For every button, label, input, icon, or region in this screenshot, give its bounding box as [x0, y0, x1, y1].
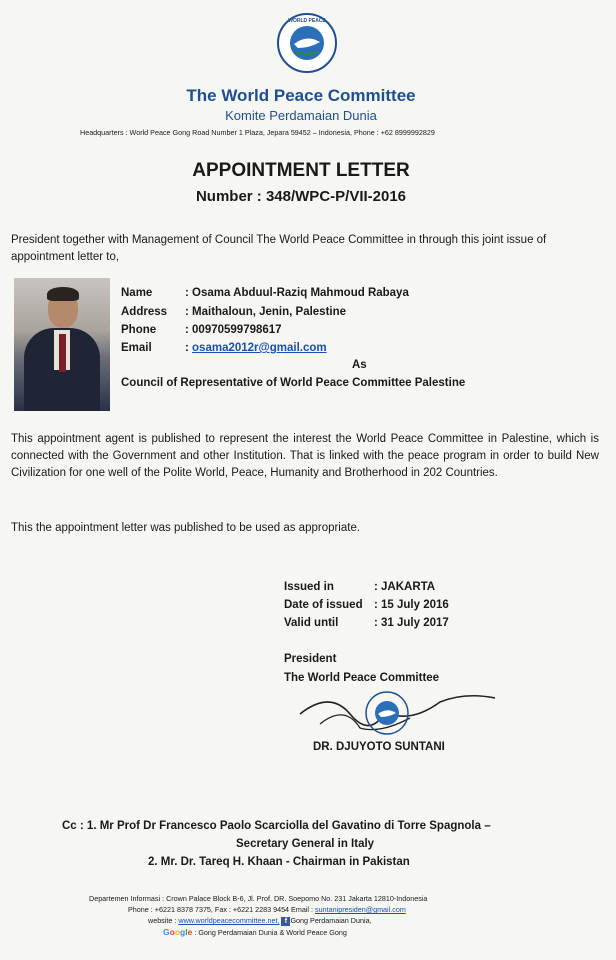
- svg-text:WORLD PEACE: WORLD PEACE: [288, 18, 326, 24]
- closing-sentence: This the appointment letter was published to be used as appropriate.: [11, 522, 361, 534]
- email-colon: :: [185, 342, 193, 354]
- name-value: : Osama Abduul-Raziq Mahmoud Rabaya: [185, 287, 409, 299]
- signatory-org: The World Peace Committee: [284, 672, 440, 684]
- google-icon: Google: [163, 927, 193, 937]
- letter-number: Number : 348/WPC-P/VII-2016: [195, 188, 407, 205]
- signatory-title: President: [284, 653, 337, 665]
- name-label: Name: [121, 287, 153, 299]
- world-peace-committee-logo: [276, 12, 338, 74]
- valid-until-label: Valid until: [284, 617, 339, 629]
- org-subtitle: Komite Perdamaian Dunia: [225, 108, 377, 123]
- issued-in-value: : JAKARTA: [374, 581, 436, 593]
- issued-in-label: Issued in: [284, 581, 334, 593]
- valid-until-value: : 31 July 2017: [374, 617, 449, 629]
- appointee-photo: [14, 278, 110, 411]
- website-link[interactable]: www.worldpeacecommittee.net,: [178, 916, 280, 925]
- headquarters-address: Headquarters : World Peace Gong Road Number 1 Plaza, Jepara 59452 – Indonesia, Phone : +62 8999992829: [80, 128, 435, 137]
- address-value: : Maithaloun, Jenin, Palestine: [185, 306, 347, 318]
- letter-title: APPOINTMENT LETTER: [192, 160, 410, 181]
- footer-phone-fax: Phone : +6221 8378 7375, Fax : +6221 2283 9454 Email :: [128, 905, 316, 914]
- footer-contact: [128, 904, 406, 915]
- org-name: The World Peace Committee: [186, 86, 416, 105]
- as-text: As: [352, 359, 367, 371]
- footer-web: [148, 915, 372, 926]
- phone-label: Phone: [121, 324, 157, 336]
- signatory-role: [284, 650, 439, 688]
- footer-email-link[interactable]: suntanipresiden@gmail.com: [315, 905, 406, 914]
- cc-line-1: Cc : 1. Mr Prof Dr Francesco Paolo Scarciolla del Gavatino di Torre Spagnola –: [62, 820, 491, 832]
- website-label: website :: [148, 916, 179, 925]
- date-issued-label: Date of issued: [284, 599, 363, 611]
- appointed-position: Council of Representative of World Peace Committee Palestine: [121, 377, 466, 389]
- footer-google: [163, 927, 347, 938]
- phone-value: : 00970599798617: [185, 324, 282, 336]
- email-label: Email: [121, 342, 152, 354]
- intro-paragraph: President together with Management of Council The World Peace Committee in through this joint issue of appointment letter to,: [11, 234, 547, 263]
- cc-line-3: 2. Mr. Dr. Tareq H. Khaan - Chairman in Pakistan: [148, 856, 410, 868]
- email-link[interactable]: osama2012r@gmail.com: [192, 342, 327, 354]
- body-paragraph: This appointment agent is published to represent the interest the World Peace Committee in Palestine, which is connected with the Government and other Institution. That is linked with the peace program in order to build New Civilization for one well of the Polite World, Peace, Humanity and Brotherhood in 202 Countries.: [11, 433, 599, 479]
- signatory-name: DR. DJUYOTO SUNTANI: [313, 741, 445, 753]
- date-issued-value: : 15 July 2016: [374, 599, 449, 611]
- facebook-page[interactable]: Gong Perdamaian Dunia,: [290, 916, 372, 925]
- facebook-icon: f: [281, 917, 290, 926]
- official-stamp: [364, 690, 410, 736]
- email-value: [185, 339, 327, 358]
- google-page[interactable]: : Gong Perdamaian Dunia & World Peace Gong: [194, 928, 347, 937]
- footer-address: Departemen Informasi : Crown Palace Block B-6, Jl. Prof. DR. Soepomo No. 231 Jakarta 12810-Indonesia: [89, 894, 428, 903]
- cc-line-2: Secretary General in Italy: [236, 838, 375, 850]
- address-label: Address: [121, 306, 168, 318]
